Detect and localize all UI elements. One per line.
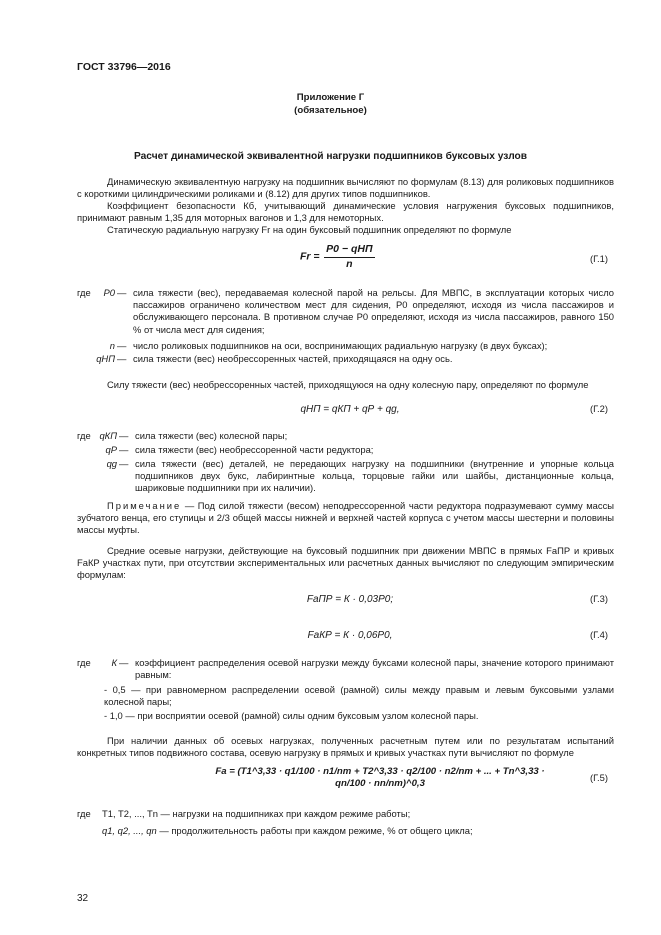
definition-text: сила тяжести (вес), передаваемая колесной парой на рельсы. Для МВПС, в эксплуатации которых число пассажиров ограничено количеством мест для сидения, P0 определяют, исходя из числа пассажиров и обслуживающего персонала. В противном случае P0 определяют, исходя из числа пассажиров, равного 150 % от числа мест для сидения; — [133, 287, 614, 335]
definition-text: сила тяжести (вес) необрессоренных частей, приходящаяся на одну ось. — [133, 353, 453, 364]
formula-g1-numerator: P0 − qНП — [324, 243, 374, 258]
appendix-status: (обязательное) — [294, 104, 367, 116]
paragraph-2: Коэффициент безопасности Кб, учитывающий динамические условия нагружения буксовых подшипников, принимают равным 1,35 для моторных вагонов и 1,3 для немоторных. — [77, 200, 614, 224]
definition-q: q1, q2, ..., qn — продолжительность работы при каждом режиме, % от общего цикла; — [102, 825, 473, 836]
paragraph-5: Средние осевые нагрузки, действующие на буксовый подшипник при движении МВПС в прямых FаПР и кривых FаКР участках пути, при отсутствии экспериментальных или расчетных данных вычисляют по следующим эмпирическим формулам: — [77, 545, 614, 581]
formula-g5: Fa = (T1^3,33 · q1/100 · n1/nm + T2^3,33 · q2/100 · n2/nm + ... + Tn^3,33 · qn/100 · nn/nm)^0,3 — [215, 766, 545, 790]
definition-text: коэффициент распределения осевой нагрузки между буксами колесной пары, значение которого принимают равным: — [135, 657, 614, 681]
formula-g1-fraction — [324, 243, 374, 271]
definition-text: сила тяжести (вес) необрессоренной части редуктора; — [135, 444, 374, 455]
definition-p0: P0 — сила тяжести (вес), передаваемая колесной парой на рельсы. Для МВПС, в эксплуатации которых число пассажиров ограничено количеством мест для сидения, P0 определяют, исходя из числа пассажиров и обслуживающего персонала. В противном случае P0 определяют, исходя из числа пассажиров, равного 150 % от числа мест для сидения; — [95, 287, 615, 337]
formula-g3-number: (Г.3) — [590, 593, 608, 604]
list-item: - 0,5 — при равномерном распределении осевой (рамной) силы между правым и левым буксовыми узлами колесной пары; — [104, 684, 614, 708]
definition-symbol: P0 — [103, 287, 115, 298]
formula-g4-number: (Г.4) — [590, 629, 608, 640]
note: Примечание — Под силой тяжести (весом) неподрессоренной части редуктора подразумевают сумму массы зубчатого венца, его ступицы и 2/3 общей массы нижней и верхней частей корпуса с учетом массы шестерни и половины массы муфты. — [77, 500, 615, 536]
formula-g3: FаПР = К · 0,03P0; — [306, 594, 394, 605]
where-label-2: где — [77, 430, 91, 441]
where-label-1: где — [77, 287, 91, 298]
paragraph-4: Силу тяжести (вес) необрессоренных частей, приходящуюся на одну колесную пару, определяют по формуле — [107, 379, 589, 390]
list-item: - 1,0 — при восприятии осевой (рамной) силы одним буксовым узлом колесной пары. — [104, 710, 479, 721]
where-label-3: где — [77, 657, 91, 668]
paragraph-3: Статическую радиальную нагрузку Fr на один буксовый подшипник определяют по формуле — [107, 224, 512, 235]
formula-g2: qНП = qКП + qР + qg, — [300, 404, 400, 415]
formula-g5-number: (Г.5) — [590, 772, 608, 783]
document-header: ГОСТ 33796—2016 — [77, 61, 171, 73]
where-label-4: где — [77, 808, 91, 819]
appendix-title: Приложение Г — [296, 92, 365, 103]
formula-g1 — [300, 243, 377, 271]
definition-text: число роликовых подшипников на оси, воспринимающих радиальную нагрузку (в двух буксах); — [133, 340, 548, 351]
definition-text: сила тяжести (вес) деталей, не передающих нагрузку на подшипники (внутренние и упорные кольца подшипников двух букс, лабиринтные кольца, торцовые гайки или шайбы, дистанционные кольца, шариковые подшипники при их наличии). — [135, 458, 614, 494]
formula-g4: FаКР = К · 0,06P0, — [307, 630, 393, 641]
appendix-heading — [60, 92, 601, 118]
definition-symbol: q1, q2, ..., qn — [102, 825, 157, 836]
definition-symbol: qКП — [99, 430, 117, 441]
section-title: Расчет динамической эквивалентной нагрузки подшипников буксовых узлов — [133, 151, 528, 162]
paragraph-1: Динамическую эквивалентную нагрузку на подшипник вычисляют по формулам (8.13) для роликовых подшипников с короткими цилиндрическими роликами и (8.12) для других типов подшипников. — [77, 176, 614, 200]
definition-text: продолжительность работы при каждом режиме, % от общего цикла; — [171, 825, 473, 836]
page-number: 32 — [77, 893, 89, 904]
formula-g1-denominator: n — [346, 257, 353, 270]
formula-g1-lhs: Fr = — [300, 250, 320, 263]
definition-symbol: qР — [105, 444, 117, 455]
definition-symbol: К — [111, 657, 117, 668]
paragraph-6: При наличии данных об осевых нагрузках, полученных расчетным путем или по результатам испытаний конкретных типов подвижного состава, осевую нагрузку в прямых и кривых участках пути вычисляют по формуле — [77, 735, 614, 759]
definition-t: T1, T2, ..., Tn — нагрузки на подшипниках при каждом режиме работы; — [102, 808, 411, 819]
definition-text: нагрузки на подшипниках при каждом режиме работы; — [172, 808, 411, 819]
definition-symbol: qНП — [96, 353, 115, 364]
definition-symbol: T1, T2, ..., Tn — [102, 808, 158, 819]
definition-text: сила тяжести (вес) колесной пары; — [135, 430, 288, 441]
definition-symbol: qg — [106, 458, 117, 469]
definition-symbol: n — [109, 340, 115, 351]
formula-g2-number: (Г.2) — [590, 403, 608, 414]
note-label: Примечание — [107, 500, 182, 511]
formula-g1-number: (Г.1) — [590, 253, 608, 264]
